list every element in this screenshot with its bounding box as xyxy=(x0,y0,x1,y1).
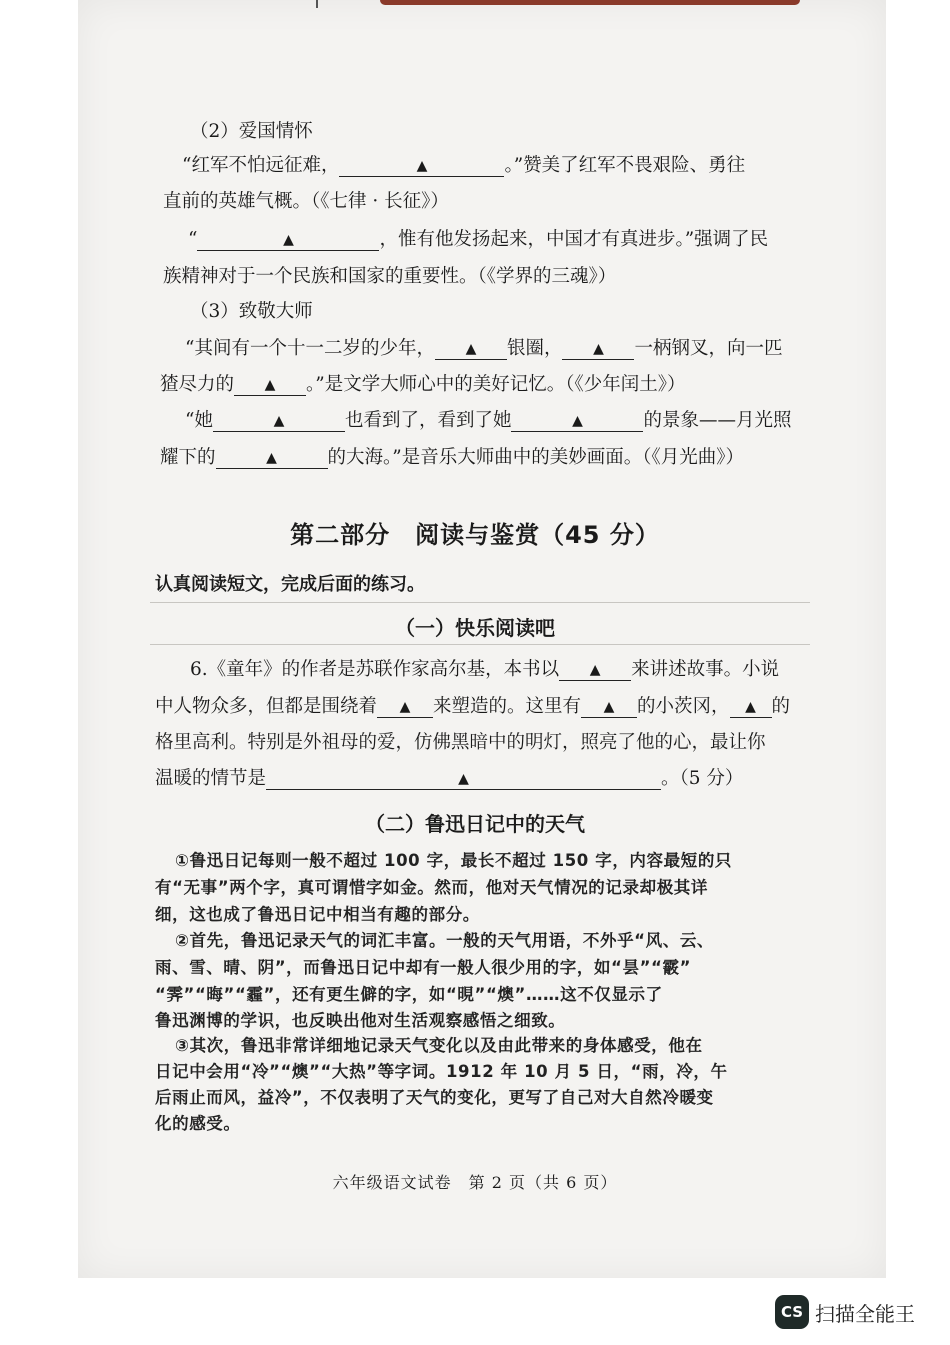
blank-marker: ▲ xyxy=(745,699,756,715)
answer-blank[interactable] xyxy=(435,339,507,360)
section2-line3 xyxy=(188,228,768,252)
text: 来讲述故事。小说 xyxy=(631,659,780,680)
blank-marker: ▲ xyxy=(572,413,583,429)
text: 来塑造的。这里有 xyxy=(433,696,582,717)
text: 的 xyxy=(771,696,791,717)
text: 猹尽力的 xyxy=(160,374,235,395)
blank-marker: ▲ xyxy=(283,232,294,248)
passage-line: ②首先，鲁迅记录天气的词汇丰富。一般的天气用语，不外乎“风、云、 xyxy=(175,931,715,950)
section2-line2: 直前的英雄气概。（《七律 · 长征》） xyxy=(163,191,449,212)
text: “红军不怕远征难， xyxy=(182,155,340,176)
answer-blank[interactable] xyxy=(562,339,634,360)
answer-blank[interactable] xyxy=(559,660,631,681)
blank-marker: ▲ xyxy=(603,699,615,715)
camscanner-logo-icon: CS xyxy=(775,1295,809,1329)
passage-line: 有“无事”两个字，真可谓惜字如金。然而，他对天气情况的记录却极其详 xyxy=(155,878,708,897)
blank-marker: ▲ xyxy=(593,341,604,357)
passage-line: 化的感受。 xyxy=(155,1114,241,1133)
q6-line4 xyxy=(155,767,743,791)
passage-line: “霁”“晦”“霾”，还有更生僻的字，如“晛”“燠”……这不仅显示了 xyxy=(155,985,663,1004)
section3-heading: （3）致敬大师 xyxy=(190,301,313,322)
divider xyxy=(150,644,810,645)
text: 也看到了，看到了她 xyxy=(344,410,512,431)
text: 。”赞美了红军不畏艰险、勇往 xyxy=(504,155,746,176)
subsection2-title: （二）鲁迅日记中的天气 xyxy=(365,812,585,836)
answer-blank[interactable] xyxy=(377,697,433,718)
q6-line1 xyxy=(190,658,779,682)
text: 的小茨冈， xyxy=(637,696,730,717)
part2-title: 第二部分 阅读与鉴赏（45 分） xyxy=(290,521,660,549)
section3-line3 xyxy=(185,409,792,433)
text: 的大海。”是音乐大师曲中的美妙画面。（《月光曲》） xyxy=(327,447,744,468)
answer-blank[interactable] xyxy=(197,230,379,251)
text: 银圈， xyxy=(506,338,563,359)
section3-line1 xyxy=(185,337,783,361)
section3-line4 xyxy=(160,446,744,470)
answer-blank[interactable] xyxy=(339,156,504,177)
answer-blank[interactable] xyxy=(511,411,643,432)
section2-line4: 族精神对于一个民族和国家的重要性。（《学界的三魂》） xyxy=(163,266,617,287)
text: “其间有一个十一二岁的少年， xyxy=(185,338,435,359)
q6-line3: 格里高利。特别是外祖母的爱，仿佛黑暗中的明灯，照亮了他的心，最让你 xyxy=(155,732,766,753)
text: 耀下的 xyxy=(160,447,216,468)
text: “她 xyxy=(185,410,213,431)
text: 6.《童年》的作者是苏联作家高尔基，本书以 xyxy=(190,659,560,680)
camscanner-logo-text: 扫描全能王 xyxy=(815,1301,915,1326)
passage-line: 日记中会用“冷”“燠”“大热”等字词。1912 年 10 月 5 日，“雨，冷，午 xyxy=(155,1062,728,1081)
blank-marker: ▲ xyxy=(264,377,276,393)
text: 。（5 分） xyxy=(661,768,744,789)
blank-marker: ▲ xyxy=(399,699,411,715)
text: “ xyxy=(188,229,198,250)
passage-line: 细，这也成了鲁迅日记中相当有趣的部分。 xyxy=(155,905,480,924)
text: ，惟有他发扬起来，中国才有真进步。”强调了民 xyxy=(379,229,769,250)
answer-blank[interactable] xyxy=(581,697,637,718)
passage-line: 后雨止而风，益冷”，不仅表明了天气的变化，更写了自己对大自然冷暖变 xyxy=(155,1088,714,1107)
section3-line2 xyxy=(160,373,685,397)
page-footer: 六年级语文试卷 第 2 页（共 6 页） xyxy=(332,1173,618,1192)
section2-line1 xyxy=(182,154,745,178)
subsection1-title: （一）快乐阅读吧 xyxy=(395,616,555,640)
divider xyxy=(150,602,810,603)
text: 的景象——月光照 xyxy=(643,410,792,431)
blank-marker: ▲ xyxy=(589,662,601,678)
passage-line: ③其次，鲁迅非常详细地记录天气变化以及由此带来的身体感受，他在 xyxy=(175,1036,703,1055)
passage-line: 鲁迅渊博的学识，也反映出他对生活观察感悟之细致。 xyxy=(155,1011,566,1030)
answer-blank[interactable] xyxy=(213,411,345,432)
q6-line2 xyxy=(155,695,790,719)
blank-marker: ▲ xyxy=(266,450,277,466)
blank-marker: ▲ xyxy=(458,771,469,787)
section2-heading: （2）爱国情怀 xyxy=(190,121,313,142)
text: 。”是文学大师心中的美好记忆。（《少年闰土》） xyxy=(306,374,686,395)
camscanner-watermark xyxy=(775,1295,915,1329)
top-edge-mark xyxy=(316,0,318,8)
passage-line: ①鲁迅日记每则一般不超过 100 字，最长不超过 150 字，内容最短的只 xyxy=(175,851,733,870)
blank-marker: ▲ xyxy=(416,158,428,174)
blank-marker: ▲ xyxy=(273,413,285,429)
answer-blank[interactable] xyxy=(730,697,772,718)
answer-blank[interactable] xyxy=(266,769,661,790)
text: 中人物众多，但都是围绕着 xyxy=(155,696,378,717)
text: 一柄钢叉，向一匹 xyxy=(634,338,783,359)
passage-line: 雨、雪、晴、阴”，而鲁迅日记中却有一般人很少用的字，如“昙”“霰” xyxy=(155,958,692,977)
top-edge-stripe xyxy=(380,0,800,5)
answer-blank[interactable] xyxy=(216,448,328,469)
reading-instruction: 认真阅读短文，完成后面的练习。 xyxy=(155,574,425,595)
text: 温暖的情节是 xyxy=(155,768,267,789)
answer-blank[interactable] xyxy=(234,375,306,396)
blank-marker: ▲ xyxy=(465,341,477,357)
